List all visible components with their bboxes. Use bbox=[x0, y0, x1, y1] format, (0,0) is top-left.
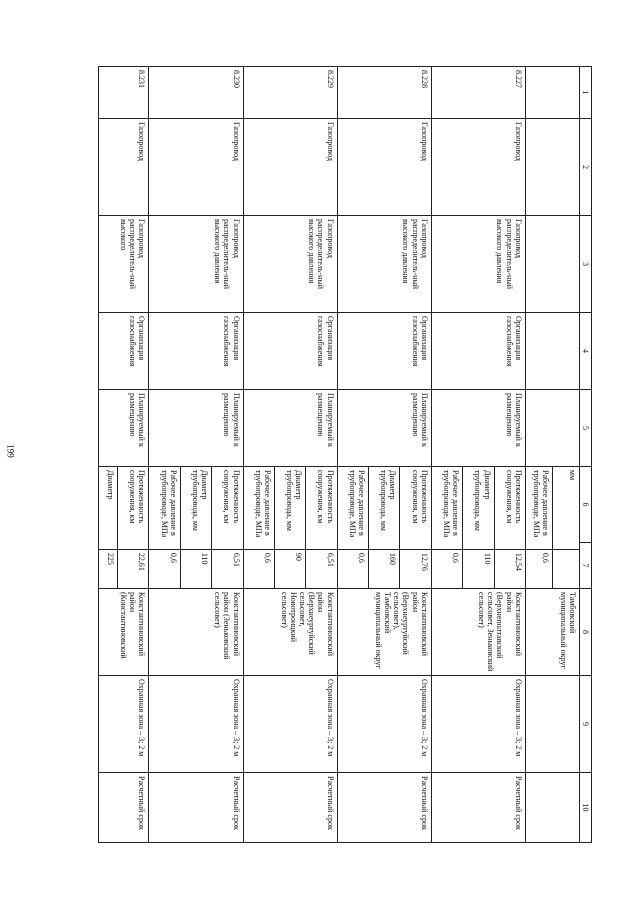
protection-zone-cell: Охранная зона – 3; 2 м bbox=[243, 676, 337, 773]
param-label: Диаметр bbox=[99, 467, 118, 549]
param-value: 12,76 bbox=[400, 549, 431, 588]
row-number-cell: 8.227 bbox=[431, 67, 525, 119]
param-label: Диаметр трубопровода, мм bbox=[463, 467, 494, 549]
table-row bbox=[337, 67, 431, 843]
row-number-cell: 8.228 bbox=[337, 67, 431, 119]
param-value: 22,61 bbox=[118, 549, 149, 588]
status-cell: Планируемый к размещению bbox=[431, 390, 525, 467]
purpose-cell: Организация газоснабжения bbox=[337, 313, 431, 390]
table-row bbox=[149, 67, 243, 843]
param-value: 0,6 bbox=[262, 552, 272, 563]
table-row bbox=[243, 67, 337, 843]
column-number-row bbox=[579, 67, 591, 843]
row-number-cell: 8.230 bbox=[149, 67, 243, 119]
column-number: 1 bbox=[579, 67, 591, 119]
column-number: 3 bbox=[579, 216, 591, 313]
object-name-cell: Газопровод распределитель-ный высокого давления bbox=[149, 216, 243, 313]
column-number: 9 bbox=[579, 676, 591, 773]
param-label: Диаметр трубопровода, мм bbox=[368, 467, 399, 549]
row-number-cell: 8.229 bbox=[243, 67, 337, 119]
param-value: 6,51 bbox=[212, 549, 243, 588]
protection-zone-cell: Охранная зона – 3; 2 м bbox=[149, 676, 243, 773]
param-label: Протяженность сооружения, км bbox=[306, 467, 337, 549]
location-cell: Тамбовский муниципальный округ bbox=[525, 589, 579, 676]
param-value: 0,6 bbox=[168, 552, 178, 563]
page-number: 199 bbox=[5, 444, 16, 458]
param-value: 110 bbox=[180, 549, 211, 588]
column-number: 6 bbox=[579, 467, 591, 543]
column-number: 7 bbox=[579, 543, 591, 589]
purpose-cell: Организация газоснабжения bbox=[99, 313, 149, 390]
parameters-cell bbox=[99, 467, 149, 589]
table-row-continuation bbox=[525, 67, 579, 843]
object-type-cell: Газопровод bbox=[149, 119, 243, 216]
location-cell: Константиновский район (Зеньковский сельсовет) bbox=[149, 589, 243, 676]
object-name-cell: Газопровод распределитель-ный высокого давления bbox=[243, 216, 337, 313]
implementation-term-cell: Расчетный срок bbox=[149, 773, 243, 843]
param-label: Протяженность сооружения, км bbox=[400, 467, 431, 549]
param-value: 225 bbox=[106, 552, 116, 565]
parameters-cell bbox=[525, 467, 579, 589]
param-label: Протяженность сооружения, км bbox=[494, 467, 525, 549]
param-label: мм bbox=[552, 467, 579, 549]
column-number: 8 bbox=[579, 589, 591, 676]
param-label: Рабочее давление в трубопроводе, МПа bbox=[149, 467, 180, 549]
location-cell: Константиновский район (Верхнеуртуйский сельсовет, Новотроицкий сельсовет) bbox=[243, 589, 337, 676]
location-cell: Константиновский район (Верхнеуртуйский сельсовет), Тамбовский муниципальный округ bbox=[337, 589, 431, 676]
table-row bbox=[99, 67, 149, 843]
param-value: 0,6 bbox=[356, 552, 366, 563]
row-number-cell: 8.231 bbox=[99, 67, 149, 119]
param-label: Рабочее давление в трубопроводе, МПа bbox=[526, 467, 553, 549]
param-label: Рабочее давление в трубопроводе, МПа bbox=[244, 467, 275, 549]
parameters-cell bbox=[149, 467, 243, 589]
protection-zone-cell: Охранная зона – 3; 2 м bbox=[431, 676, 525, 773]
column-number: 10 bbox=[579, 773, 591, 843]
param-value: 12,54 bbox=[494, 549, 525, 588]
parameters-cell bbox=[337, 467, 431, 589]
column-number: 2 bbox=[579, 119, 591, 216]
implementation-term-cell: Расчетный срок bbox=[431, 773, 525, 843]
protection-zone-cell: Охранная зона – 3; 2 м bbox=[99, 676, 149, 773]
parameters-cell bbox=[243, 467, 337, 589]
param-label: Рабочее давление в трубопроводе, МПа bbox=[432, 467, 463, 549]
purpose-cell: Организация газоснабжения bbox=[149, 313, 243, 390]
object-type-cell: Газопровод bbox=[243, 119, 337, 216]
object-type-cell: Газопровод bbox=[431, 119, 525, 216]
object-type-cell: Газопровод bbox=[99, 119, 149, 216]
column-number: 5 bbox=[579, 390, 591, 467]
param-value: 6,51 bbox=[306, 549, 337, 588]
parameters-cell bbox=[431, 467, 525, 589]
status-cell: Планируемый к размещению bbox=[337, 390, 431, 467]
implementation-term-cell: Расчетный срок bbox=[99, 773, 149, 843]
object-name-cell: Газопровод распределитель-ный высокого давления bbox=[337, 216, 431, 313]
purpose-cell: Организация газоснабжения bbox=[431, 313, 525, 390]
document-table-area bbox=[98, 66, 592, 842]
table-row bbox=[431, 67, 525, 843]
objects-table bbox=[98, 66, 592, 843]
param-label: Диаметр трубопровода, мм bbox=[180, 467, 211, 549]
param-label: Рабочее давление в трубопроводе, МПа bbox=[338, 467, 369, 549]
status-cell: Планируемый к размещению bbox=[99, 390, 149, 467]
param-label: Протяженность сооружения, км bbox=[212, 467, 243, 549]
param-label: Диаметр трубопровода, мм bbox=[274, 467, 305, 549]
param-value: 0,6 bbox=[540, 552, 550, 563]
protection-zone-cell: Охранная зона – 3; 2 м bbox=[337, 676, 431, 773]
param-value: 110 bbox=[463, 549, 494, 588]
location-cell: Константиновский район (Верхнеполтавский сельсовет, Зеньковский сельсовет) bbox=[431, 589, 525, 676]
object-name-cell: Газопровод распределитель-ный высокого bbox=[99, 216, 149, 313]
object-name-cell: Газопровод распределитель-ный высокого давления bbox=[431, 216, 525, 313]
param-value: 90 bbox=[274, 549, 305, 588]
implementation-term-cell: Расчетный срок bbox=[337, 773, 431, 843]
status-cell: Планируемый к размещению bbox=[243, 390, 337, 467]
object-type-cell: Газопровод bbox=[337, 119, 431, 216]
param-label: Протяженность сооружения, км bbox=[118, 467, 149, 549]
status-cell: Планируемый к размещению bbox=[149, 390, 243, 467]
param-value: 160 bbox=[368, 549, 399, 588]
location-cell: Константиновский район (Константиновский bbox=[99, 589, 149, 676]
column-number: 4 bbox=[579, 313, 591, 390]
implementation-term-cell: Расчетный срок bbox=[243, 773, 337, 843]
param-value: 0,6 bbox=[451, 552, 461, 563]
purpose-cell: Организация газоснабжения bbox=[243, 313, 337, 390]
